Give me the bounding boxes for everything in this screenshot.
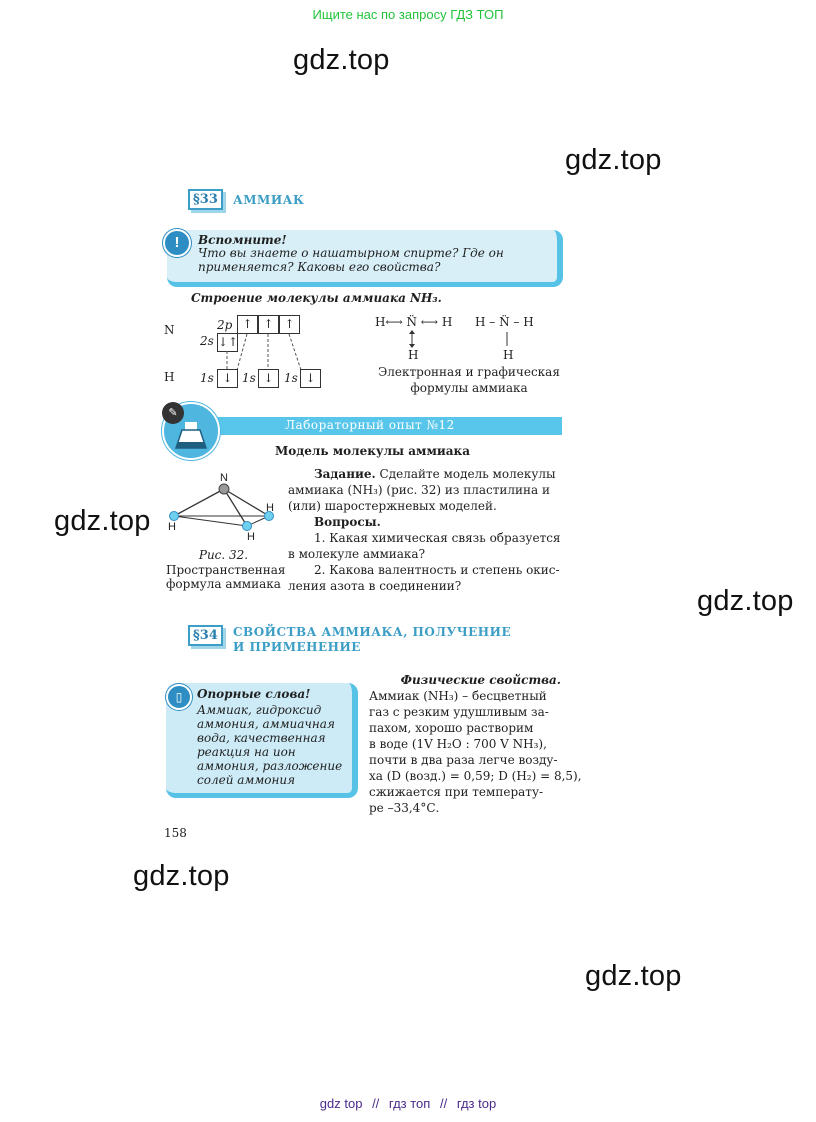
physical-line: пахом, хорошо растворим [369, 721, 534, 735]
physical-line: сжижается при температу- [369, 785, 544, 799]
remember-text: Что вы знаете о нашатырном спирте? Где он применяется? Каковы его свойства? [198, 246, 504, 274]
electronic-formula: H⟷ N̈ ⟷ H [375, 315, 453, 329]
atom-label: H [168, 521, 176, 533]
page-number: 158 [164, 826, 187, 840]
figure-caption: формула аммиака [166, 577, 281, 591]
keywords-title: Опорные слова! [197, 687, 311, 701]
exclamation-icon: ! [163, 229, 191, 257]
physical-line: ха (D (возд.) = 0,59; D (H₂) = 8,5), [369, 769, 582, 783]
book-icon: ▯ [166, 684, 192, 710]
graphic-formula: H – N̈ – H [475, 315, 534, 329]
physical-heading: Физические свойства. [400, 673, 561, 687]
pencil-icon: ✎ [162, 402, 184, 424]
orbital-cell: ↓ [258, 369, 279, 388]
footer-link-gdz-top-mixed[interactable]: гдз top [456, 1096, 497, 1111]
questions-label: Вопросы. [314, 515, 381, 529]
task-line: (или) шаростержневых моделей. [288, 499, 497, 513]
section-title: АММИАК [233, 193, 305, 207]
watermark: gdz.top [54, 505, 151, 537]
section-title: СВОЙСТВА АММИАКА, ПОЛУЧЕНИЕ [233, 625, 512, 639]
orbital-cell: ↓↑ [217, 333, 238, 352]
orbital-1s-label: 1s [284, 371, 298, 385]
physical-line: Аммиак (NH₃) – бесцветный [369, 689, 547, 703]
formula-bonds [405, 330, 515, 348]
orbital-h-label: H [164, 370, 175, 384]
remember-title: Вспомните! [198, 233, 287, 247]
orbital-2p-label: 2p [217, 318, 233, 332]
formula-h: H [408, 348, 419, 362]
section-badge: §34 [188, 625, 223, 646]
orbital-n-label: N [164, 323, 175, 337]
task-line: аммиака (NH₃) (рис. 32) из пластилина и [288, 483, 550, 497]
structure-title: Строение молекулы аммиака NH₃. [191, 291, 442, 305]
task-text: Сделайте модель молекулы [379, 467, 556, 481]
footer-link-gdz-top[interactable]: gdz top [319, 1096, 363, 1111]
formula-caption: Электронная и графическая [378, 365, 560, 379]
orbital-1s-label: 1s [200, 371, 214, 385]
question-line: 1. Какая химическая связь образуется [314, 531, 561, 545]
watermark: gdz.top [565, 144, 662, 176]
figure-label: Рис. 32. [198, 548, 249, 562]
formula-caption: формулы аммиака [410, 381, 528, 395]
orbital-cell: ↑ [237, 315, 258, 334]
section-badge: §33 [188, 189, 223, 210]
physical-line: газ с резким удушливым за- [369, 705, 549, 719]
atom-label: H [247, 531, 255, 543]
atom-label: H [266, 502, 274, 514]
top-banner[interactable]: Ищите нас по запросу ГДЗ ТОП [312, 7, 504, 22]
task-line [314, 466, 556, 482]
keywords-text: Аммиак, гидроксид аммония, аммиачная вода, качественная реакция на ион аммония, разложение солей аммония [197, 703, 343, 787]
watermark: gdz.top [585, 960, 682, 992]
watermark: gdz.top [697, 585, 794, 617]
orbital-2s-label: 2s [200, 334, 214, 348]
lab-subtitle: Модель молекулы аммиака [275, 444, 470, 458]
physical-line: ре –33,4°С. [369, 801, 440, 815]
task-label: Задание. [314, 467, 376, 481]
orbital-1s-label: 1s [242, 371, 256, 385]
question-line: 2. Какова валентность и степень окис- [314, 563, 560, 577]
watermark: gdz.top [133, 860, 230, 892]
question-line: в молекуле аммиака? [288, 547, 426, 561]
orbital-cell: ↓ [300, 369, 321, 388]
atom-label: N [220, 472, 228, 484]
footer-link-gdz-top-ru[interactable]: гдз топ [388, 1096, 431, 1111]
orbital-cell: ↓ [217, 369, 238, 388]
figure-caption: Пространственная [166, 563, 286, 577]
physical-line: в воде (1V H₂O : 700 V NH₃), [369, 737, 547, 751]
section-title: И ПРИМЕНЕНИЕ [233, 640, 361, 654]
formula-h: H [503, 348, 514, 362]
question-line: ления азота в соединении? [288, 579, 462, 593]
lab-title: Лабораторный опыт №12 [285, 418, 455, 432]
physical-line: почти в два раза легче возду- [369, 753, 558, 767]
orbital-cell: ↑ [279, 315, 300, 334]
footer-links [0, 1096, 816, 1111]
watermark: gdz.top [293, 44, 390, 76]
orbital-cell: ↑ [258, 315, 279, 334]
footer-separator: // [439, 1096, 448, 1111]
orbital-connectors [215, 330, 315, 372]
footer-separator: // [372, 1096, 380, 1111]
